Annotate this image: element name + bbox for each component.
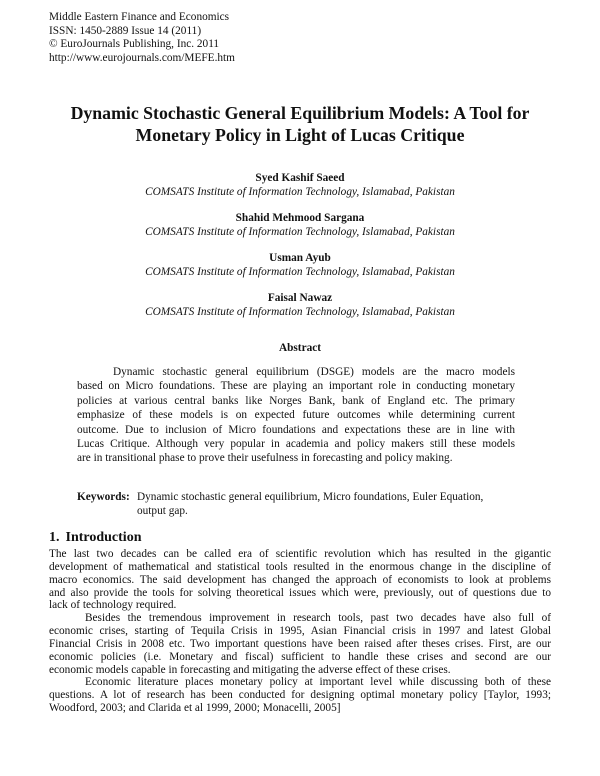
body-line: macro economics. The said development has changed the approach of economists to look at problems bbox=[49, 573, 551, 586]
body-line: questions. A lot of research has been conducted for designing optimal monetary policy [Taylor, 1993; bbox=[49, 689, 551, 702]
body-line: lack of technology required. bbox=[49, 599, 177, 612]
keywords bbox=[77, 490, 517, 519]
keywords-text bbox=[137, 490, 517, 519]
author-name: Faisal Nawaz bbox=[267, 292, 333, 304]
section-title: Introduction bbox=[65, 530, 142, 545]
abstract-line: Lucas Critique. Although very popular in academia and policy makers still these models bbox=[77, 438, 515, 451]
author-name: Usman Ayub bbox=[269, 252, 331, 264]
journal-url: http://www.eurojournals.com/MEFE.htm bbox=[49, 52, 235, 65]
keywords-label: Keywords: bbox=[77, 491, 130, 503]
author-block bbox=[0, 291, 600, 319]
journal-copyright: © EuroJournals Publishing, Inc. 2011 bbox=[49, 38, 220, 51]
body-line: The last two decades can be called era of scientific revolution which has resulted in the gigantic bbox=[49, 548, 551, 560]
abstract-line: based on Micro foundations. These are playing an important role in conducting monetary bbox=[77, 380, 515, 393]
author-affiliation: COMSATS Institute of Information Technology, Islamabad, Pakistan bbox=[145, 186, 455, 198]
body-line: economic models capable in forecasting and mitigating the adverse effect of these crises. bbox=[49, 663, 451, 676]
journal-name: Middle Eastern Finance and Economics bbox=[49, 11, 230, 23]
journal-header bbox=[49, 11, 235, 66]
body-line: development of mathematical and statistical tools resulted in the enormous change in the discipline of bbox=[49, 560, 551, 573]
author-name: Syed Kashif Saeed bbox=[255, 172, 345, 184]
body-line: economic crises, starting of Tequila Crisis in 1995, Asian Financial crisis in 1997 and latest Global bbox=[49, 625, 551, 638]
keywords-line: Dynamic stochastic general equilibrium, Micro foundations, Euler Equation, bbox=[137, 491, 484, 503]
author-affiliation: COMSATS Institute of Information Technology, Islamabad, Pakistan bbox=[145, 226, 455, 238]
abstract-line: outcome. Due to inclusion of Micro foundations and expectations these are in line with bbox=[77, 423, 515, 436]
body-line: Financial Crisis in 2008 etc. Two important questions have been raised after theses crises. First, are our bbox=[49, 637, 551, 650]
author-block bbox=[0, 171, 600, 199]
abstract-line: emphasize of these models is on expected future outcomes while determining current bbox=[77, 409, 515, 422]
paper-title bbox=[40, 103, 560, 146]
author-name: Shahid Mehmood Sargana bbox=[235, 212, 365, 224]
abstract-heading: Abstract bbox=[278, 342, 322, 354]
body-line: Woodford, 2003; and Clarida et al 1999, 2000; Monacelli, 2005] bbox=[49, 702, 341, 715]
section-heading-introduction bbox=[49, 530, 141, 546]
journal-issn: ISSN: 1450-2889 Issue 14 (2011) bbox=[49, 24, 202, 37]
title-line-1: Dynamic Stochastic General Equilibrium Models: A Tool for bbox=[70, 103, 530, 123]
author-block bbox=[0, 211, 600, 239]
author-affiliation: COMSATS Institute of Information Technology, Islamabad, Pakistan bbox=[145, 306, 455, 318]
abstract-text bbox=[77, 365, 515, 466]
body-line: and also provide the tools for solving theoretical issues which were, previously, out of questions due to bbox=[49, 586, 551, 599]
author-affiliation: COMSATS Institute of Information Technology, Islamabad, Pakistan bbox=[145, 266, 455, 278]
body-line: economic policies (i.e. Monetary and fiscal) sufficient to handle these crises and second are our bbox=[49, 650, 551, 663]
abstract-line: Dynamic stochastic general equilibrium (DSGE) models are the macro models bbox=[113, 366, 515, 378]
body-line: Economic literature places monetary policy at important level while discussing both of these bbox=[85, 676, 551, 689]
introduction-text bbox=[49, 548, 551, 715]
section-number: 1. bbox=[49, 530, 60, 545]
keywords-line: output gap. bbox=[137, 505, 188, 518]
abstract-line: policies at various central banks like Norges Bank, bank of England etc. The primary bbox=[77, 394, 515, 407]
author-block bbox=[0, 251, 600, 279]
body-line: Besides the tremendous improvement in research tools, past two decades have also full of bbox=[85, 612, 551, 625]
abstract-line: are in transitional phase to prove their usefulness in forecasting and policy making. bbox=[77, 452, 453, 465]
title-line-2: Monetary Policy in Light of Lucas Critique bbox=[135, 124, 465, 145]
